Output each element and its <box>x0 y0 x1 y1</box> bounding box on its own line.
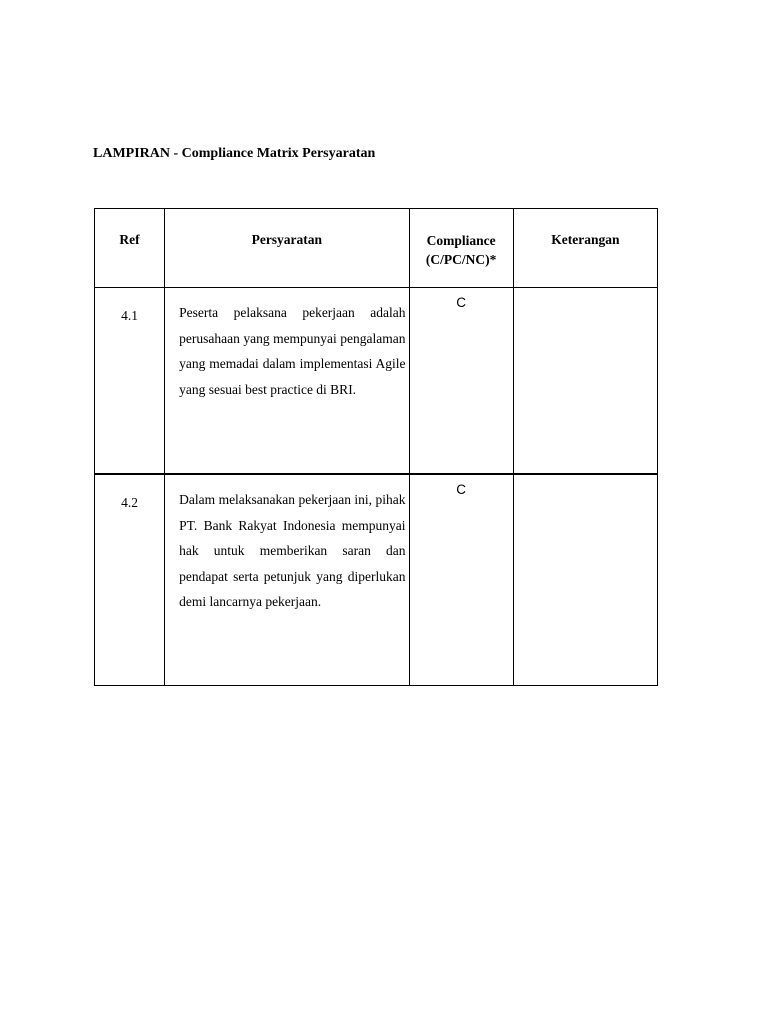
requirement-cell <box>165 288 409 475</box>
remarks-cell <box>513 474 657 686</box>
table-row <box>95 474 658 686</box>
requirement-text: Peserta pelaksana pekerjaan adalah perusahaan yang mempunyai pengalaman yang memadai dalam implementasi Agile yang sesuai best practice di BRI. <box>179 305 406 397</box>
header-ref-label: Ref <box>119 232 140 247</box>
ref-value: 4.2 <box>121 495 138 510</box>
compliance-cell <box>409 474 513 686</box>
table-header-row <box>95 209 658 288</box>
remarks-cell <box>513 288 657 475</box>
header-compliance-line1: Compliance <box>426 233 496 248</box>
header-remarks <box>513 209 657 288</box>
header-compliance-label <box>410 209 513 269</box>
requirement-cell <box>165 474 409 686</box>
header-ref <box>95 209 165 288</box>
header-compliance <box>409 209 513 288</box>
header-remarks-label: Keterangan <box>551 232 620 247</box>
header-requirement <box>165 209 409 288</box>
header-compliance-line2: (C/PC/NC)* <box>425 252 497 267</box>
ref-cell <box>95 288 165 475</box>
compliance-matrix-table <box>94 208 658 686</box>
compliance-value: C <box>456 482 466 497</box>
ref-value: 4.1 <box>121 308 138 323</box>
requirement-text: Dalam melaksanakan pekerjaan ini, pihak PT. Bank Rakyat Indonesia mempunyai hak untuk memberikan saran dan pendapat serta petunjuk yang diperlukan demi lancarnya pekerjaan. <box>179 492 406 609</box>
document-title: LAMPIRAN - Compliance Matrix Persyaratan <box>93 146 376 161</box>
compliance-cell <box>409 288 513 475</box>
header-requirement-label: Persyaratan <box>251 232 323 247</box>
compliance-value: C <box>456 295 466 310</box>
table-row <box>95 288 658 475</box>
ref-cell <box>95 474 165 686</box>
